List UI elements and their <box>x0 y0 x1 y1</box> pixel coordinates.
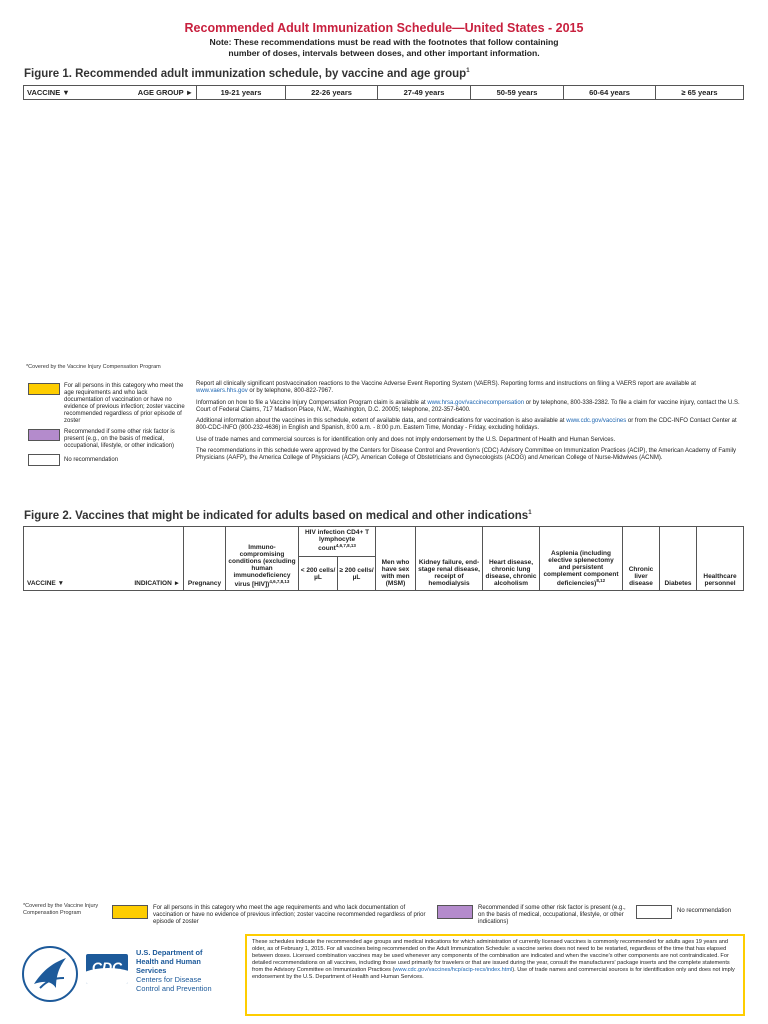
col-immuno <box>226 527 299 591</box>
acip-link[interactable]: www.cdc.gov/vaccines/hcp/acip-recs/index.html <box>394 966 513 973</box>
page-title: Recommended Adult Immunization Schedule—United States - 2015 <box>184 21 584 35</box>
legend-swatch-none <box>28 454 60 466</box>
legend-text: For all persons in this category who meet the age requirements and who lack documentation of vaccination or have no evidence of previous infection; zoster vaccine recommended regardless of prior episode of zoster <box>153 905 426 925</box>
col-hiv-low: < 200 cells/µL <box>299 557 338 591</box>
fig1-title-text: Figure 1. Recommended adult immunization schedule, by vaccine and age group <box>24 68 467 80</box>
fig2-title-sup: 1 <box>528 510 532 517</box>
fig1-legend <box>28 383 186 466</box>
col-hiv-high: ≥ 200 cells/µL <box>338 557 376 591</box>
fig1-title <box>24 68 470 80</box>
fig2-title-text: Figure 2. Vaccines that might be indicated for adults based on medical and other indications <box>24 510 529 522</box>
agency-block <box>16 938 226 1014</box>
col-immuno-sup: 4,6,7,8,13 <box>269 578 290 584</box>
fig1-age-group-label: AGE GROUP ► <box>137 88 193 97</box>
fig2-header-row-1 <box>24 527 744 557</box>
fig2-indication-label: INDICATION ► <box>134 580 180 587</box>
legend-text: Recommended if some other risk factor is present (e.g., on the basis of medical, occupational, lifestyle, or other indication) <box>64 429 175 449</box>
info-text: Report all clinically significant postvaccination reactions to the Vaccine Adverse Event Reporting System (VAERS). Reporting forms and instructions on filing a VAERS report are available at <box>196 381 696 387</box>
fig1-covered-note: *Covered by the Vaccine Injury Compensation Program <box>26 364 161 370</box>
fig1-corner <box>24 86 197 100</box>
legend-item-yellow <box>28 383 186 425</box>
fig1-info <box>196 381 744 463</box>
cdc-vaccines-link[interactable]: www.cdc.gov/vaccines <box>566 418 627 425</box>
info-paragraph <box>196 381 744 396</box>
vaers-link[interactable]: www.vaers.hhs.gov <box>196 388 248 395</box>
agency-name <box>136 948 226 993</box>
info-paragraph: The recommendations in this schedule were approved by the Centers for Disease Control and Prevention's (CDC) Advisory Committee on Immunization Practices (ACIP), the American Academy of Family Physicians (AAFP), the America College of Physicians (ACP), American College of Obstetricians and Gynecologists (ACOG) and American College of Nurse-Midwives (ACNM). <box>196 448 737 462</box>
info-paragraph <box>196 400 744 415</box>
legend-item-purple <box>28 429 186 450</box>
fig1-vaccine-col: VACCINE ▼ <box>27 88 70 97</box>
info-paragraph <box>196 418 744 433</box>
col-heart: Heart disease, chronic lung disease, chronic alcoholism <box>483 527 540 591</box>
info-text: or by telephone, 800-822-7967. <box>247 388 334 395</box>
legend-text: For all persons in this category who meet the age requirements and who lack documentation of vaccination or have no evidence of previous infection; zoster vaccine recommended regardless of prior episode of zoster <box>64 383 185 424</box>
legend-item-none <box>28 454 186 466</box>
footer-text: ). Use of trade names and commercial sources is for identification only and does not imply endorsement by the U.S. Department of Health and Human Services. <box>252 966 735 980</box>
legend-text: Recommended if some other risk factor is present (e.g., on the basis of medical, occupational, lifestyle, or other indications) <box>478 905 626 925</box>
legend-swatch-purple <box>437 905 473 919</box>
col-pregnancy: Pregnancy <box>184 527 226 591</box>
age-col-header: 27-49 years <box>378 86 471 100</box>
cdc-logo <box>86 954 128 984</box>
info-text: Information on how to file a Vaccine Injury Compensation Program claim is available at <box>196 399 428 406</box>
info-text: Additional information about the vaccines in this schedule, extent of available data, and contraindications for vaccination is also available at <box>196 418 567 425</box>
agency-line: Control and Prevention <box>136 984 212 993</box>
hhs-eagle-icon <box>20 944 80 1004</box>
col-kidney: Kidney failure, end-stage renal disease, receipt of hemodialysis <box>416 527 483 591</box>
legend-swatch-yellow <box>112 905 148 919</box>
fig1-header-row <box>24 86 744 100</box>
info-text: or by telephone, 800-338-2382. To file a claim for vaccine injury, contact the U.S. Court of Federal Claims, 717 Madison Place, N.W., Washington, D.C. 20005; telephone, 202-357-6400. <box>196 399 740 413</box>
cdc-logo-text: CDC <box>91 959 123 975</box>
age-col-header: 22-26 years <box>286 86 378 100</box>
fig1-table <box>23 85 744 100</box>
fig2-legend <box>112 905 752 926</box>
fig1-title-sup: 1 <box>466 68 470 75</box>
fig2-title <box>24 510 532 522</box>
col-hiv-group <box>299 527 376 557</box>
header-note <box>0 37 768 58</box>
col-asplenia-sup: 8,12 <box>596 577 606 583</box>
col-hiv-label: HIV infection CD4+ T lymphocyte count <box>304 529 370 553</box>
fig2-covered-note: *Covered by the Vaccine Injury Compensation Program <box>23 903 99 916</box>
col-msm: Men who have sex with men (MSM) <box>376 527 416 591</box>
header-note-text: Note: These recommendations must be read with the footnotes that follow containing number of doses, intervals between doses, and other important information. <box>209 37 559 58</box>
fig2-vaccine-col: VACCINE ▼ <box>27 580 65 587</box>
col-hiv-sup: 4,6,7,8,13 <box>335 543 356 548</box>
info-text: or from the CDC-INFO Contact Center at 800-CDC-INFO (800-232-4636) in English and Spanish, 8:00 a.m. - 8:00 p.m. Eastern Time, Monday - Friday, excluding holidays. <box>196 418 737 432</box>
agency-line: U.S. Department of <box>136 948 203 957</box>
col-asplenia-label: Asplenia (including elective splenectomy and persistent complement component deficiencies) <box>543 549 619 587</box>
info-paragraph: Use of trade names and commercial sources is for identification only and does not imply endorsement by the U.S. Department of Health and Human Services. <box>196 436 616 443</box>
col-asplenia <box>540 527 623 591</box>
age-col-header: ≥ 65 years <box>656 86 744 100</box>
col-healthcare: Healthcare personnel <box>697 527 744 591</box>
agency-line: Centers for Disease <box>136 975 202 984</box>
col-diabetes: Diabetes <box>660 527 697 591</box>
footer-note <box>245 934 745 1016</box>
legend-swatch-purple <box>28 429 60 441</box>
fig2-table <box>23 526 744 591</box>
hrsa-link[interactable]: www.hrsa.gov/vaccinecompensation <box>427 399 525 406</box>
legend-text: No recommendation <box>64 456 119 463</box>
age-col-header: 60-64 years <box>564 86 656 100</box>
agency-line: Health and Human Services <box>136 957 201 975</box>
age-col-header: 19-21 years <box>197 86 286 100</box>
legend-text: No recommendation <box>677 908 732 914</box>
fig2-corner <box>24 527 184 591</box>
legend-swatch-none <box>636 905 672 919</box>
col-immuno-label: Immuno-compromising conditions (excluding human immunodeficiency virus [HIV]) <box>228 543 296 588</box>
age-col-header: 50-59 years <box>471 86 564 100</box>
footer-text: These schedules indicate the recommended age groups and medical indications for which administration of currently licensed vaccines is commonly recommended for adults ages 19 years and older, as of February 1, 2015. For all vaccines being recommended on the Adult Immunization Schedule: a vaccine series does not need to be restarted, regardless of the time that has elapsed between doses. Licensed combination vaccines may be used whenever any components of the combination are indicated and when the vaccine's other components are not contraindicated. For detailed recommendations on all vaccines, including those used primarily for travelers or that are issued during the year, consult the manufacturers' package inserts and the complete statements from the Advisory Committee on Immunization Practices ( <box>252 939 730 973</box>
col-liver: Chronic liver disease <box>623 527 660 591</box>
legend-swatch-yellow <box>28 383 60 395</box>
